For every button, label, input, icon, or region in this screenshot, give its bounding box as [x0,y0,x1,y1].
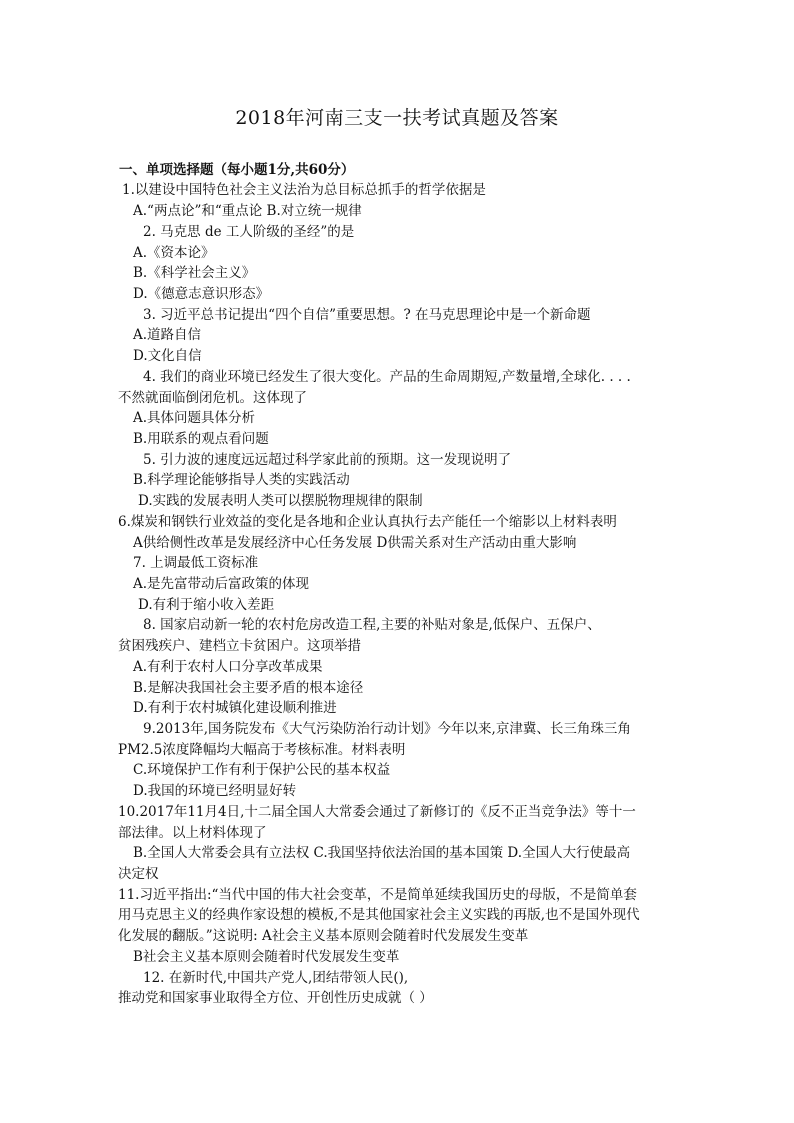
option-line: D.文化自信 [133,348,202,364]
question-line: 3. 习近平总书记提出“四个自信”重要思想。? 在马克思理论中是一个新命题 [143,307,591,323]
question-line: 2. 马克思 de 工人阶级的圣经”的是 [143,224,355,240]
option-line: A.有利于农村人口分享改革成果 [133,659,323,675]
question-line: PM2.5浓度降幅均大幅高于考核标准。材料表明 [118,742,406,758]
option-line: B社会主义基本原则会随着时代发展发生变革 [133,949,400,965]
question-line: 6.煤炭和钢铁行业效益的变化是各地和企业认真执行去产能任一个缩影以上材料表明 [118,514,617,530]
option-line: B.全国人大常委会具有立法权 C.我国坚持依法治国的基本国策 D.全国人大行使最高 [133,845,631,861]
option-line: A.是先富带动后富政策的体现 [133,576,310,592]
option-line: A.《资本论》 [133,245,215,261]
question-line: 7. 上调最低工资标准 [133,555,259,571]
option-line: D.有利于农村城镇化建设顺利推进 [133,700,337,716]
question-line: 部法律。以上材料体现了 [118,825,267,841]
question-line: 用马克思主义的经典作家设想的模板,不是其他国家社会主义实践的再版,也不是国外现代 [118,907,640,923]
option-line: A.“两点论”和“重点论 B.对立统一规律 [133,203,362,219]
question-line: 11.习近平指出:“当代中国的伟大社会变革，不是简单延续我国历史的母版，不是简单套 [118,887,637,903]
section-heading: 一、单项选择题（每小题1分,共60分） [119,162,355,178]
option-line: 决定权 [118,866,159,882]
question-line: 化发展的翻版。”这说明: A社会主义基本原则会随着时代发展发生变革 [118,928,529,944]
question-line: 4. 我们的商业环境已经发生了很大变化。产品的生命周期短,产数量增,全球化. . . . [143,369,631,385]
option-line: A.具体问题具体分析 [133,410,256,426]
option-line: B.用联系的观点看问题 [133,431,269,447]
question-line: 推动党和国家事业取得全方位、开创性历史成就（ ） [118,990,433,1006]
question-line: 不然就面临倒闭危机。这体现了 [118,390,307,406]
question-line: 贫困残疾户、建档立卡贫困户。这项举措 [118,638,361,654]
option-line: B.科学理论能够指导人类的实践活动 [133,472,350,488]
question-line: 12. 在新时代,中国共产党人,团结带领人民(), [143,970,409,986]
question-line: 5. 引力波的速度远远超过科学家此前的预期。这一发现说明了 [143,452,512,468]
option-line: D.实践的发展表明人类可以摆脱物理规律的限制 [138,493,423,509]
document-title: 2018年河南三支一扶考试真题及答案 [235,107,559,129]
question-line: 1.以建设中国特色社会主义法治为总目标总抓手的哲学依据是 [122,182,486,198]
question-line: 8. 国家启动新一轮的农村危房改造工程,主要的补贴对象是,低保户、五保户、 [143,617,601,633]
option-line: D.我国的环境已经明显好转 [133,783,297,799]
option-line: C.环境保护工作有利于保护公民的基本权益 [133,762,391,778]
option-line: A供给侧性改革是发展经济中心任务发展 D供需关系对生产活动由重大影响 [133,535,577,551]
question-line: 10.2017年11月4日,十二届全国人大常委会通过了新修订的《反不正当竞争法》等十一 [118,804,636,820]
option-line: A.道路自信 [133,327,202,343]
option-line: B.是解决我国社会主要矛盾的根本途径 [133,680,364,696]
option-line: D.有利于缩小收入差距 [138,597,275,613]
option-line: D.《德意志意识形态》 [133,286,270,302]
question-line: 9.2013年,国务院发布《大气污染防治行动计划》今年以来,京津冀、长三角珠三角 [143,721,631,737]
option-line: B.《科学社会主义》 [133,265,256,281]
